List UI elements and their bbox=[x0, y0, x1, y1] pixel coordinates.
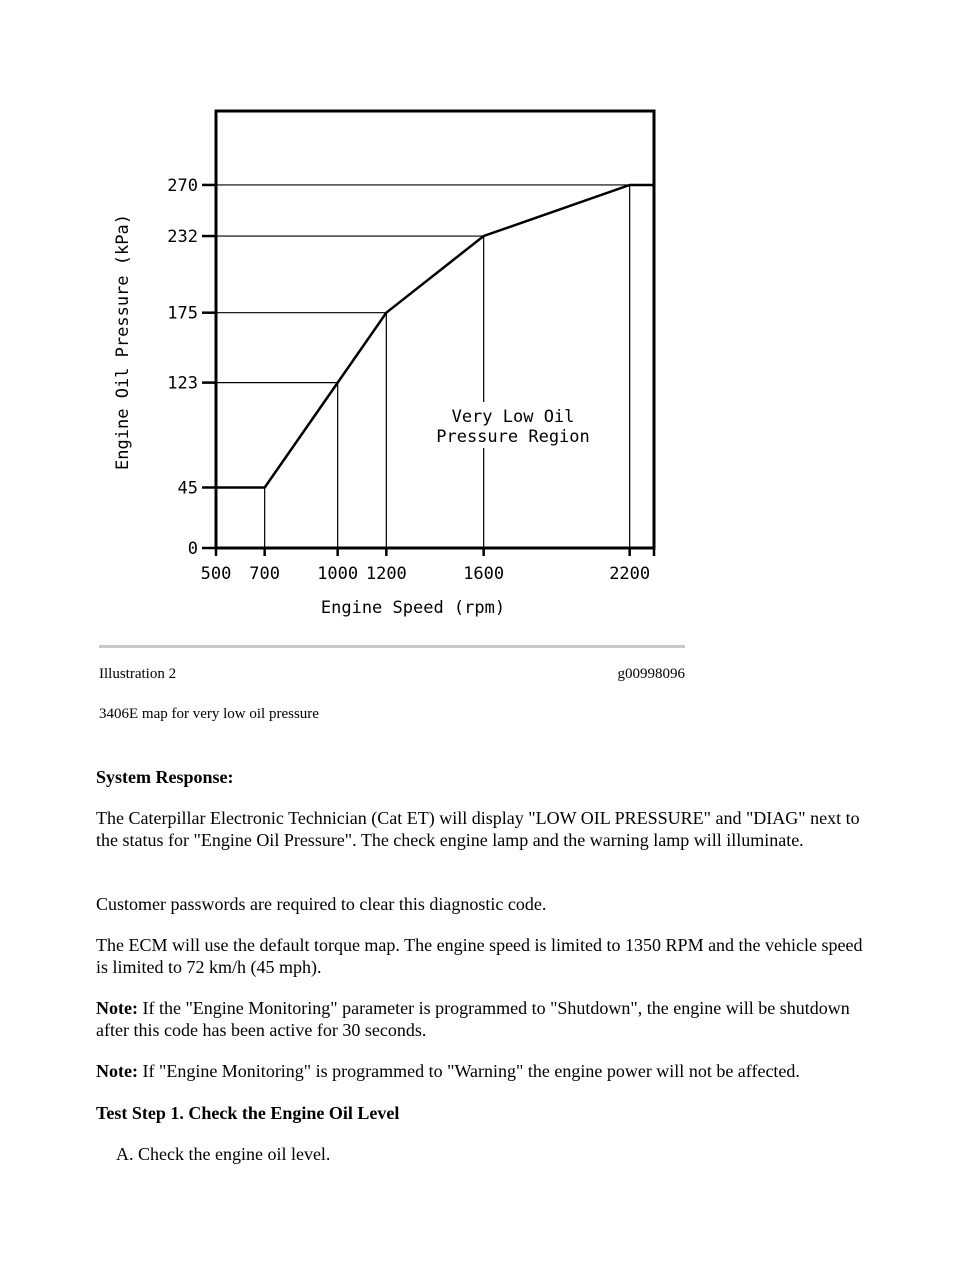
x-axis-label: Engine Speed (rpm) bbox=[320, 598, 506, 618]
y-tick-labels bbox=[167, 176, 198, 559]
x-tick-label: 1200 bbox=[365, 564, 407, 584]
note-shutdown bbox=[96, 997, 876, 1041]
x-tick-label: 700 bbox=[249, 564, 281, 584]
illustration-number: Illustration 2 bbox=[99, 666, 177, 682]
illustration-code: g00998096 bbox=[617, 666, 685, 682]
x-tick-label: 1600 bbox=[463, 564, 505, 584]
y-tick-label: 232 bbox=[167, 227, 198, 248]
x-tick-label: 2200 bbox=[609, 564, 651, 584]
y-axis-label: Engine Oil Pressure (kPa) bbox=[113, 214, 133, 470]
plot-frame bbox=[216, 111, 654, 548]
annotation-line-2: Pressure Region bbox=[436, 427, 590, 447]
note-text: If the "Engine Monitoring" parameter is programmed to "Shutdown", the engine will be shutdown after this code has been active for 30 seconds. bbox=[96, 998, 850, 1040]
y-tick-label: 270 bbox=[167, 175, 198, 196]
illustration-description: 3406E map for very low oil pressure bbox=[99, 706, 319, 722]
note-warning bbox=[96, 1060, 876, 1082]
x-tick-labels bbox=[201, 564, 651, 584]
reference-lines bbox=[216, 185, 630, 548]
paragraph-cat-et-display: The Caterpillar Electronic Technician (Cat ET) will display "LOW OIL PRESSURE" and "DIAG" next to the status for "Engine Oil Pressure". The check engine lamp and the warning lamp will illuminate. bbox=[96, 808, 860, 850]
x-tick-label: 1000 bbox=[317, 564, 359, 584]
y-tick-label: 123 bbox=[167, 373, 198, 394]
test-step-item-a: A. Check the engine oil level. bbox=[116, 1144, 331, 1164]
axis-ticks bbox=[202, 185, 654, 556]
y-tick-label: 45 bbox=[177, 478, 198, 499]
paragraph-default-torque-map: The ECM will use the default torque map. The engine speed is limited to 1350 RPM and the vehicle speed is limited to 72 km/h (45 mph). bbox=[96, 935, 863, 977]
x-tick-label: 500 bbox=[200, 564, 232, 584]
note-label: Note: bbox=[96, 1061, 138, 1081]
test-step-heading: Test Step 1. Check the Engine Oil Level bbox=[96, 1103, 400, 1123]
system-response-heading: System Response: bbox=[96, 767, 234, 787]
y-tick-label: 0 bbox=[187, 539, 198, 559]
caption-divider bbox=[99, 645, 685, 648]
note-text: If "Engine Monitoring" is programmed to "Warning" the engine power will not be affected. bbox=[137, 1061, 800, 1081]
y-tick-label: 175 bbox=[167, 303, 198, 324]
note-label: Note: bbox=[96, 998, 138, 1018]
paragraph-passwords: Customer passwords are required to clear this diagnostic code. bbox=[96, 894, 547, 914]
annotation-line-1: Very Low Oil bbox=[451, 407, 575, 427]
